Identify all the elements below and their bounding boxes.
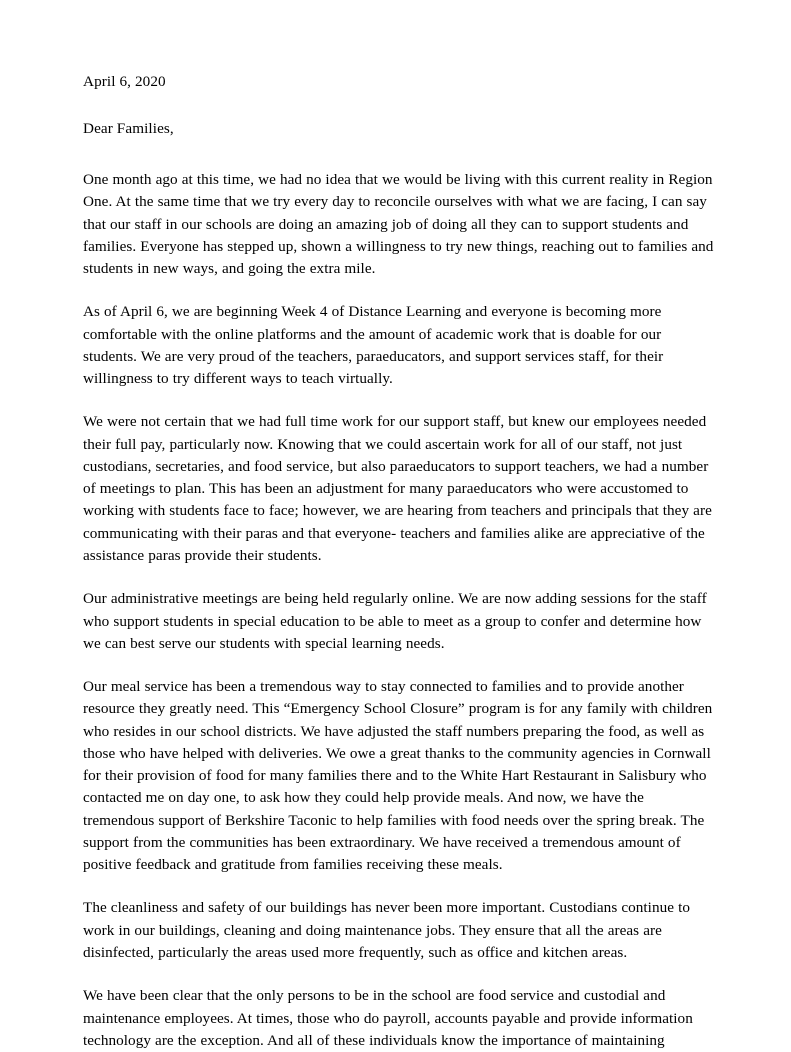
letter-salutation: Dear Families, — [83, 119, 174, 137]
letter-body — [83, 72, 715, 1052]
letter-paragraph-4: Our administrative meetings are being held regularly online. We are now adding sessions for the staff who support students in special education to be able to meet as a group to confer and determine how we can best serve our students with special learning needs. — [83, 590, 707, 652]
letter-paragraph-1: One month ago at this time, we had no idea that we would be living with this current reality in Region One. At the same time that we try every day to reconcile ourselves with what we are facing, I can say that our staff in our schools are doing an amazing job of doing all they can to support students and families. Everyone has stepped up, shown a willingness to try new things, reaching out to families and students in new ways, and going the extra mile. — [83, 171, 714, 278]
letter-date: April 6, 2020 — [83, 73, 166, 90]
letter-paragraph-2: As of April 6, we are beginning Week 4 of Distance Learning and everyone is becoming more comfortable with the online platforms and the amount of academic work that is doable for our students. We are very proud of the teachers, paraeducators, and support services staff, for their willingness to try different ways to teach virtually. — [83, 303, 664, 388]
letter-paragraph-3: We were not certain that we had full time work for our support staff, but knew our employees needed their full pay, particularly now. Knowing that we could ascertain work for all of our staff, not just custodians, secretaries, and food service, but also paraeducators to support teachers, we had a number of meetings to plan. This has been an adjustment for many paraeducators who were accustomed to working with students face to face; however, we are hearing from teachers and principals that they are communicating with their paras and that everyone- teachers and families alike are appreciative of the assistance paras provide their students. — [83, 413, 712, 565]
letter-paragraph-5: Our meal service has been a tremendous way to stay connected to families and to provide another resource they greatly need. This “Emergency School Closure” program is for any family with children who resides in our school districts. We have adjusted the staff numbers preparing the food, as well as those who have helped with deliveries. We owe a great thanks to the community agencies in Cornwall for their provision of food for many families there and to the White Hart Restaurant in Salisbury who contacted me on day one, to ask how they could help provide meals. And now, we have the tremendous support of Berkshire Taconic to help families with food needs over the spring break. The support from the communities has been extraordinary. We have received a tremendous amount of positive feedback and gratitude from families receiving these meals. — [83, 678, 713, 874]
letter-paragraph-6: The cleanliness and safety of our buildings has never been more important. Custodians continue to work in our buildings, cleaning and doing maintenance jobs. They ensure that all the areas are disinfected, particularly the areas used more frequently, such as office and kitchen areas. — [83, 899, 690, 961]
letter-paragraph-7: We have been clear that the only persons to be in the school are food service and custodial and maintenance employees. At times, those who do payroll, accounts payable and provide information technology are the exception. And all of these individuals know the importance of maintaining — [83, 987, 693, 1049]
